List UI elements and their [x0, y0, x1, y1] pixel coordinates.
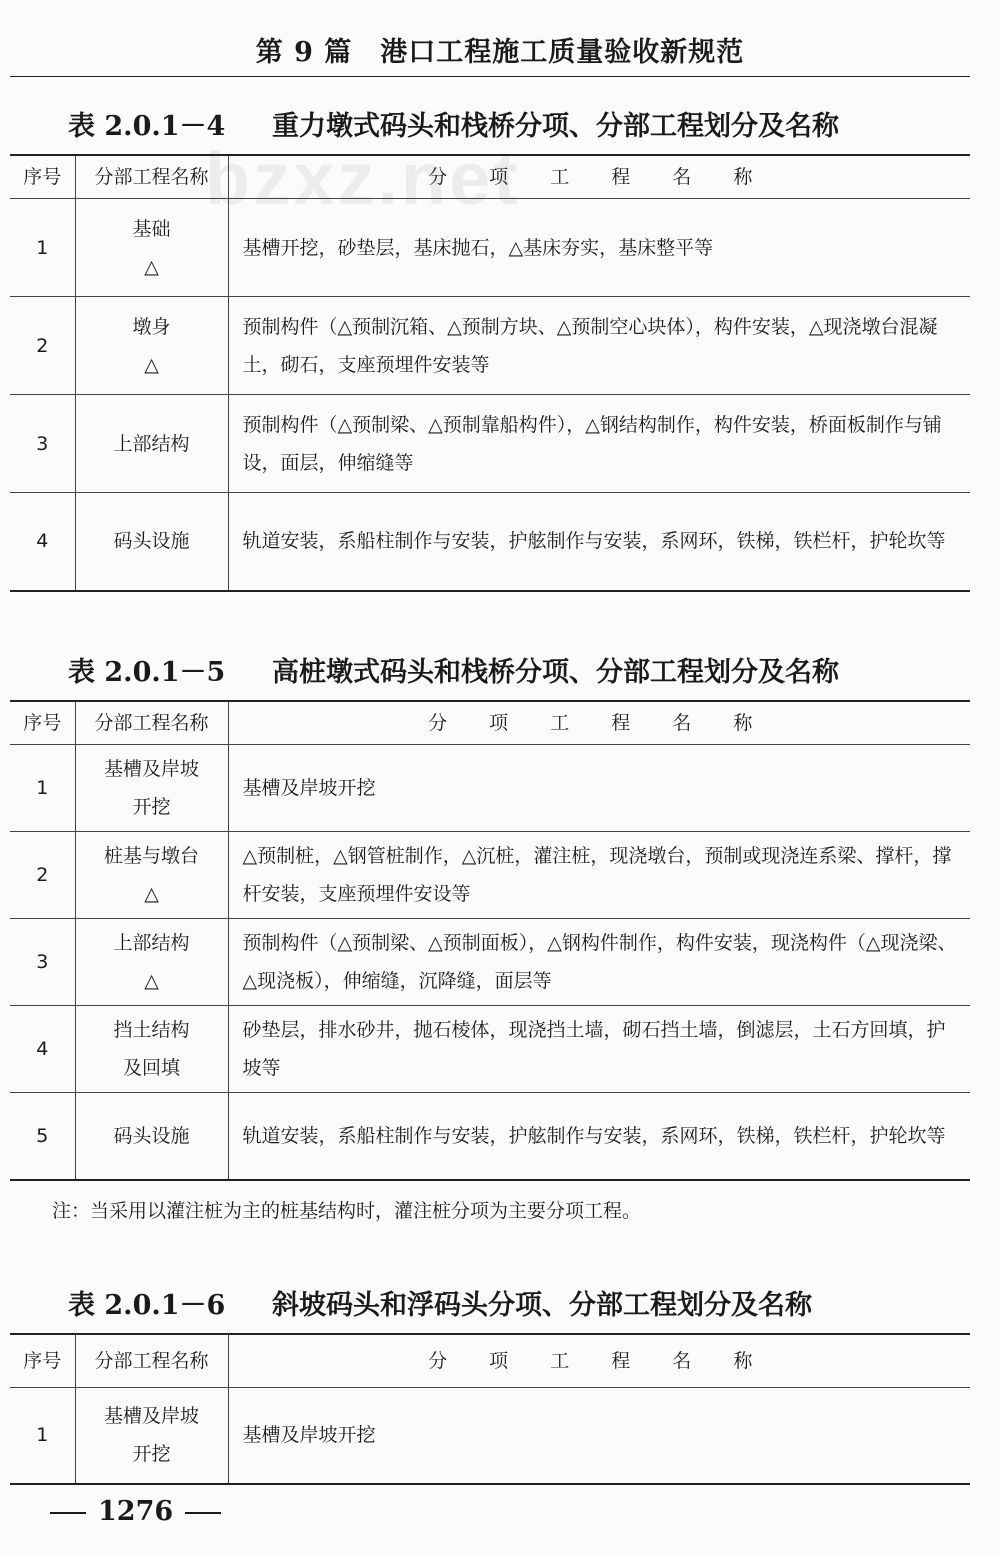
row-seq: 3: [10, 395, 75, 493]
row-seq: 2: [10, 832, 75, 919]
row-section: [75, 919, 228, 1006]
section-name: 基槽及岸坡: [103, 1405, 199, 1428]
row-section: 码头设施: [75, 493, 228, 591]
table-row: [10, 745, 970, 832]
row-seq: 1: [10, 199, 75, 297]
table-number: 表 2.0.1－4: [68, 111, 226, 142]
table-row: [10, 199, 970, 297]
row-items: 预制构件（△预制梁、△预制靠船构件），△钢结构制作，构件安装，桥面板制作与铺设，面层，伸缩缝等: [228, 395, 970, 493]
table-row: [10, 297, 970, 395]
row-section: [75, 1387, 228, 1484]
table-gravity-pier: [10, 154, 970, 592]
row-items: 基槽及岸坡开挖: [228, 745, 970, 832]
table-header-row: [10, 1334, 970, 1387]
table-row: [10, 1387, 970, 1484]
table-note: 注：当采用以灌注桩为主的桩基结构时，灌注桩分项为主要分项工程。: [52, 1200, 642, 1222]
section-name-line2: 开挖: [132, 796, 171, 818]
table-row: [10, 1093, 970, 1180]
row-section: 上部结构: [75, 395, 228, 493]
header-section: 分部工程名称: [75, 1334, 228, 1387]
key-mark: △: [144, 883, 159, 905]
section-name: 挡土结构: [113, 1019, 190, 1041]
row-seq: 1: [10, 745, 75, 832]
row-section: [75, 199, 228, 297]
header-rule: [10, 76, 970, 77]
row-seq: 3: [10, 919, 75, 1006]
table-header-row: [10, 155, 970, 199]
section-name: 桩基与墩台: [103, 845, 199, 867]
page-number: [38, 1496, 233, 1527]
table-number: 表 2.0.1－5: [68, 657, 226, 688]
section-name: 上部结构: [113, 932, 190, 954]
key-mark: △: [144, 353, 159, 376]
key-mark: △: [144, 970, 159, 992]
row-items: 基槽及岸坡开挖: [228, 1387, 970, 1484]
row-seq: 2: [10, 297, 75, 395]
table-slope-floating-pier: [10, 1333, 970, 1485]
header-seq: 序号: [10, 701, 75, 745]
row-seq: 4: [10, 493, 75, 591]
table-row: [10, 493, 970, 591]
row-items: △预制桩，△钢管桩制作，△沉桩，灌注桩，现浇墩台，预制或现浇连系梁、撑杆，撑杆安装，支座预埋件安设等: [228, 832, 970, 919]
row-items: 轨道安装，系船柱制作与安装，护舷制作与安装，系网环，铁梯，铁栏杆，护轮坎等: [228, 493, 970, 591]
table-high-pile-pier: [10, 700, 970, 1181]
row-items: 基槽开挖，砂垫层，基床抛石，△基床夯实，基床整平等: [228, 199, 970, 297]
table-title: [68, 650, 839, 689]
table-row: [10, 1006, 970, 1093]
row-items: 轨道安装，系船柱制作与安装，护舷制作与安装，系网环，铁梯，铁栏杆，护轮坎等: [228, 1093, 970, 1180]
section-name-line2: 及回填: [122, 1057, 180, 1079]
section-name: 基槽及岸坡: [103, 758, 199, 780]
section-name-line2: 开挖: [132, 1443, 171, 1466]
header-section: 分部工程名称: [75, 155, 228, 199]
table-number: 表 2.0.1－6: [68, 1290, 226, 1321]
dash-right: [185, 1512, 221, 1514]
row-section: [75, 832, 228, 919]
header-seq: 序号: [10, 155, 75, 199]
header-items: 分 项 工 程 名 称: [228, 155, 970, 199]
row-items: 预制构件（△预制沉箱、△预制方块、△预制空心块体），构件安装，△现浇墩台混凝土，砌石，支座预埋件安装等: [228, 297, 970, 395]
key-mark: △: [144, 255, 159, 278]
header-items: 分 项 工 程 名 称: [228, 701, 970, 745]
row-section: [75, 297, 228, 395]
row-section: [75, 745, 228, 832]
table-row: [10, 395, 970, 493]
table-row: [10, 832, 970, 919]
table-title: [68, 104, 839, 143]
running-head: 第 9 篇 港口工程施工质量验收新规范: [255, 37, 745, 68]
table-caption: 高桩墩式码头和栈桥分项、分部工程划分及名称: [272, 657, 839, 688]
row-seq: 1: [10, 1387, 75, 1484]
section-name: 基础: [132, 217, 171, 240]
table-header-row: [10, 701, 970, 745]
table-caption: 重力墩式码头和栈桥分项、分部工程划分及名称: [272, 111, 839, 142]
row-seq: 5: [10, 1093, 75, 1180]
row-section: [75, 1006, 228, 1093]
watermark: bzxz.net: [205, 137, 521, 220]
table-caption: 斜坡码头和浮码头分项、分部工程划分及名称: [272, 1290, 812, 1321]
header-seq: 序号: [10, 1334, 75, 1387]
section-name: 墩身: [132, 315, 171, 338]
table-title: [68, 1283, 812, 1322]
row-items: 砂垫层，排水砂井，抛石棱体，现浇挡土墙，砌石挡土墙，倒滤层，土石方回填，护坡等: [228, 1006, 970, 1093]
dash-left: [50, 1512, 86, 1514]
row-items: 预制构件（△预制梁、△预制面板），△钢构件制作，构件安装，现浇构件（△现浇梁、△现浇板），伸缩缝，沉降缝，面层等: [228, 919, 970, 1006]
page-number-text: 1276: [98, 1496, 174, 1527]
header-items: 分 项 工 程 名 称: [228, 1334, 970, 1387]
table-row: [10, 919, 970, 1006]
row-seq: 4: [10, 1006, 75, 1093]
header-section: 分部工程名称: [75, 701, 228, 745]
row-section: 码头设施: [75, 1093, 228, 1180]
